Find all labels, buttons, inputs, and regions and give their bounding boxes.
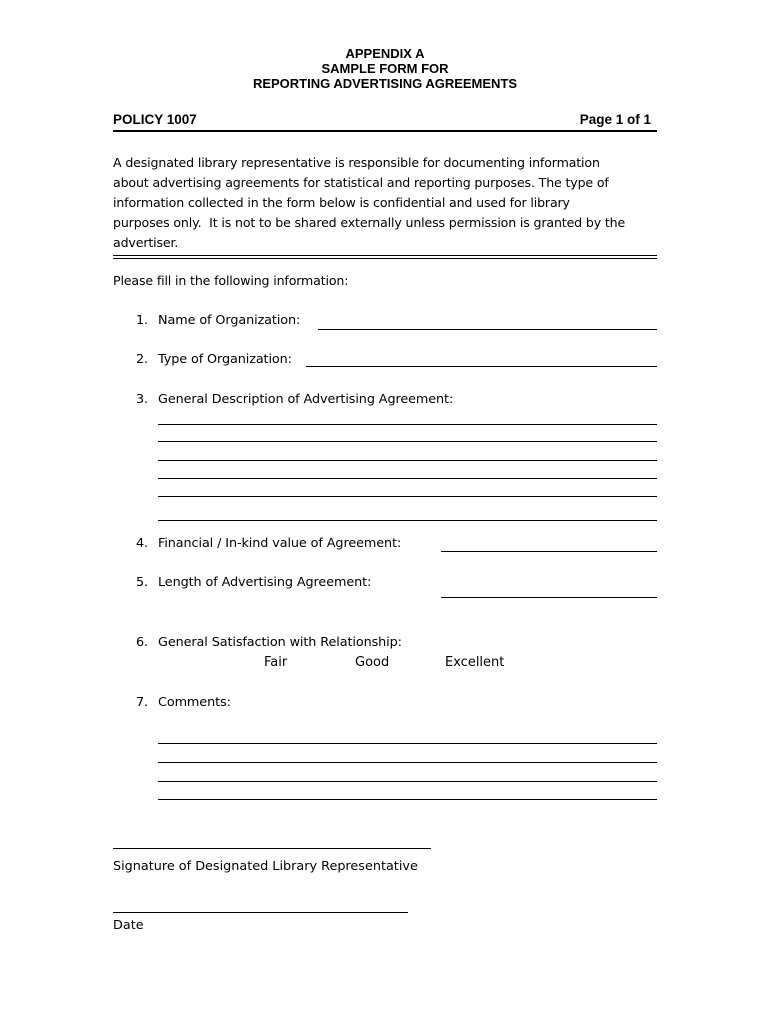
organization-type-field[interactable] [306,366,657,367]
question-agreement-length [136,574,371,592]
question-number: 3. [136,392,149,407]
organization-name-field[interactable] [318,329,657,330]
intro-line: purposes only. It is not to be shared externally unless permission is granted by the [113,215,626,230]
question-number: 4. [136,536,149,551]
header-appendix: APPENDIX A [345,46,425,61]
description-line-6[interactable] [158,520,657,521]
double-divider [113,255,657,259]
intro-line: A designated library representative is responsible for documenting information [113,155,600,170]
description-line-1[interactable] [158,424,657,425]
intro-line: about advertising agreements for statistical and reporting purposes. The type of [113,175,609,190]
question-number: 1. [136,313,149,328]
date-field[interactable] [113,912,408,913]
satisfaction-option-fair[interactable]: Fair [264,655,288,670]
comments-line-4[interactable] [158,799,657,800]
header-title: REPORTING ADVERTISING AGREEMENTS [252,76,518,91]
page-number: Page 1 of 1 [579,112,651,127]
question-name-of-organization [136,312,300,330]
question-label: Length of Advertising Agreement: [158,575,372,590]
intro-line: information collected in the form below is confidential and used for library [113,195,570,210]
question-type-of-organization [136,351,292,369]
policy-number: POLICY 1007 [113,112,197,127]
question-number: 6. [136,635,149,650]
header-sample-form: SAMPLE FORM FOR [321,61,449,76]
description-line-4[interactable] [158,478,657,479]
date-label: Date [113,918,144,933]
document-header [113,46,657,91]
question-comments [136,694,231,712]
financial-value-field[interactable] [441,551,657,552]
question-number: 5. [136,575,149,590]
description-line-5[interactable] [158,496,657,497]
description-line-3[interactable] [158,460,657,461]
question-number: 2. [136,352,149,367]
satisfaction-option-excellent[interactable]: Excellent [445,655,505,670]
question-number: 7. [136,695,149,710]
question-label: Type of Organization: [158,352,292,367]
question-agreement-description [136,391,453,409]
comments-line-1[interactable] [158,743,657,744]
fill-in-instructions: Please fill in the following information: [113,273,349,288]
question-general-satisfaction [136,634,402,652]
description-line-2[interactable] [158,441,657,442]
question-financial-value [136,535,401,553]
intro-paragraph [113,153,663,253]
question-label: Name of Organization: [158,313,301,328]
comments-line-2[interactable] [158,762,657,763]
signature-label: Signature of Designated Library Representative [113,859,418,874]
question-label: General Satisfaction with Relationship: [158,635,402,650]
agreement-length-field[interactable] [441,597,657,598]
comments-line-3[interactable] [158,781,657,782]
question-label: Comments: [158,695,231,710]
policy-row [113,110,657,132]
satisfaction-option-good[interactable]: Good [355,655,390,670]
intro-line: advertiser. [113,235,179,250]
question-label: Financial / In-kind value of Agreement: [158,536,402,551]
question-label: General Description of Advertising Agreement: [158,392,454,407]
signature-field[interactable] [113,848,431,849]
